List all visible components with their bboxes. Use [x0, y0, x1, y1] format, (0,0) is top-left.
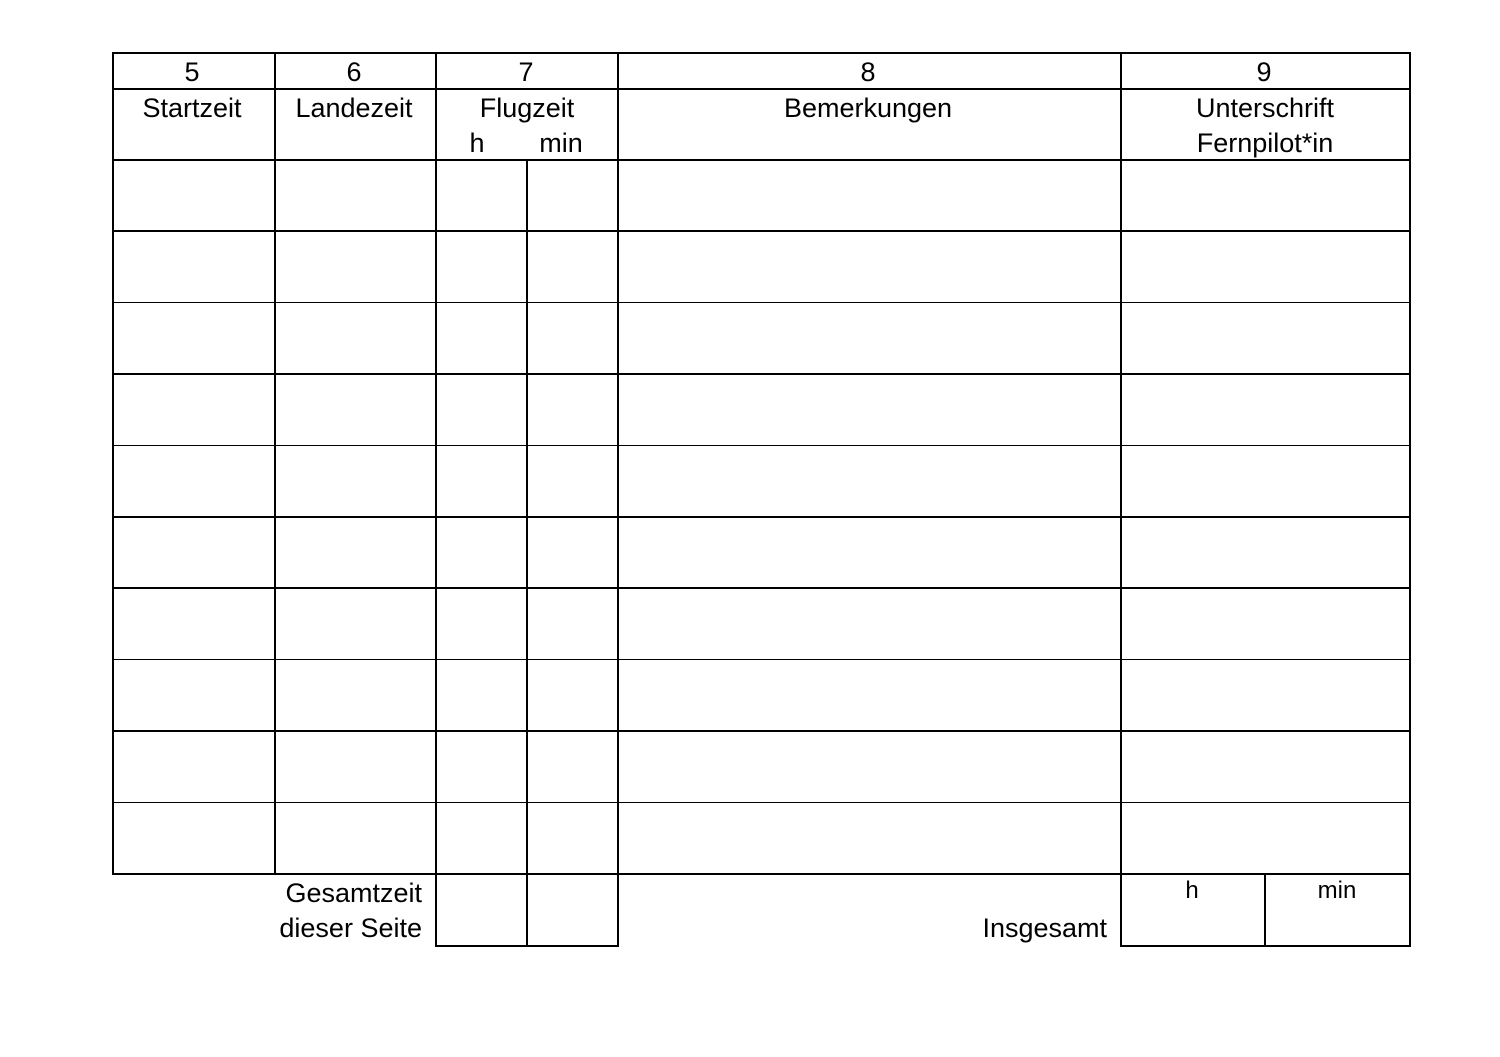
header-remarks: Bemerkungen	[783, 93, 953, 123]
flight-hours-cell[interactable]	[437, 518, 525, 586]
flight-hours-cell[interactable]	[437, 447, 525, 515]
remarks-cell[interactable]	[619, 518, 1119, 586]
start-time-cell[interactable]	[114, 447, 273, 515]
flight-hours-cell[interactable]	[437, 161, 525, 229]
column-number-5: 5	[184, 57, 200, 87]
page-total-hours-cell[interactable]	[437, 875, 525, 944]
landing-time-cell[interactable]	[276, 661, 434, 729]
flight-minutes-cell[interactable]	[528, 661, 616, 729]
page-total-box-bottom	[435, 945, 619, 947]
landing-time-cell[interactable]	[276, 161, 434, 229]
remarks-cell[interactable]	[619, 232, 1119, 300]
flight-hours-cell[interactable]	[437, 589, 525, 657]
start-time-cell[interactable]	[114, 375, 273, 443]
remarks-cell[interactable]	[619, 804, 1119, 872]
landing-time-cell[interactable]	[276, 232, 434, 300]
flight-minutes-cell[interactable]	[528, 304, 616, 372]
header-start-time: Startzeit	[142, 93, 242, 123]
landing-time-cell[interactable]	[276, 304, 434, 372]
start-time-cell[interactable]	[114, 304, 273, 372]
column-number-7: 7	[518, 57, 534, 87]
remarks-cell[interactable]	[619, 447, 1119, 515]
flight-minutes-cell[interactable]	[528, 732, 616, 800]
signature-cell[interactable]	[1122, 304, 1408, 372]
signature-cell[interactable]	[1122, 161, 1408, 229]
column-number-6: 6	[346, 57, 362, 87]
start-time-cell[interactable]	[114, 804, 273, 872]
grand-total-minutes-cell[interactable]	[1266, 875, 1408, 944]
remarks-cell[interactable]	[619, 661, 1119, 729]
remarks-cell[interactable]	[619, 304, 1119, 372]
signature-cell[interactable]	[1122, 732, 1408, 800]
header-flight-time-hours: h	[469, 128, 485, 158]
grand-total-hours-cell[interactable]	[1122, 875, 1263, 944]
page-total-label-line-2: dieser Seite	[279, 913, 422, 943]
flight-minutes-cell[interactable]	[528, 232, 616, 300]
table-top-border	[112, 52, 1411, 54]
grand-total-hours-label: h	[1185, 877, 1199, 904]
column-number-9: 9	[1256, 57, 1272, 87]
header-number-row-divider	[112, 88, 1411, 90]
landing-time-cell[interactable]	[276, 375, 434, 443]
flight-hours-cell[interactable]	[437, 804, 525, 872]
flight-minutes-cell[interactable]	[528, 589, 616, 657]
signature-cell[interactable]	[1122, 375, 1408, 443]
start-time-cell[interactable]	[114, 518, 273, 586]
landing-time-cell[interactable]	[276, 447, 434, 515]
signature-cell[interactable]	[1122, 447, 1408, 515]
header-signature-line-1: Unterschrift	[1195, 93, 1335, 123]
column-number-8: 8	[860, 57, 876, 87]
flight-minutes-cell[interactable]	[528, 804, 616, 872]
remarks-cell[interactable]	[619, 375, 1119, 443]
start-time-cell[interactable]	[114, 589, 273, 657]
grand-total-label: Insgesamt	[982, 913, 1107, 943]
landing-time-cell[interactable]	[276, 518, 434, 586]
header-landing-time: Landezeit	[295, 93, 413, 123]
landing-time-cell[interactable]	[276, 804, 434, 872]
start-time-cell[interactable]	[114, 161, 273, 229]
flight-minutes-cell[interactable]	[528, 375, 616, 443]
start-time-cell[interactable]	[114, 232, 273, 300]
flight-hours-cell[interactable]	[437, 661, 525, 729]
landing-time-cell[interactable]	[276, 732, 434, 800]
table-right-border	[1409, 52, 1411, 947]
signature-cell[interactable]	[1122, 661, 1408, 729]
page-total-minutes-cell[interactable]	[528, 875, 616, 944]
page-total-label-line-1: Gesamtzeit	[285, 878, 422, 908]
flight-minutes-cell[interactable]	[528, 447, 616, 515]
flight-hours-cell[interactable]	[437, 375, 525, 443]
remarks-cell[interactable]	[619, 161, 1119, 229]
remarks-cell[interactable]	[619, 589, 1119, 657]
start-time-cell[interactable]	[114, 661, 273, 729]
flight-hours-cell[interactable]	[437, 732, 525, 800]
signature-cell[interactable]	[1122, 232, 1408, 300]
flight-minutes-cell[interactable]	[528, 518, 616, 586]
header-flight-time: Flugzeit	[479, 93, 575, 123]
grand-total-minutes-label: min	[1317, 877, 1357, 904]
signature-cell[interactable]	[1122, 804, 1408, 872]
header-signature-line-2: Fernpilot*in	[1196, 128, 1334, 158]
remarks-cell[interactable]	[619, 732, 1119, 800]
header-flight-time-minutes: min	[539, 128, 583, 158]
start-time-cell[interactable]	[114, 732, 273, 800]
flight-hours-cell[interactable]	[437, 232, 525, 300]
signature-cell[interactable]	[1122, 589, 1408, 657]
flight-minutes-cell[interactable]	[528, 161, 616, 229]
flight-hours-cell[interactable]	[437, 304, 525, 372]
signature-cell[interactable]	[1122, 518, 1408, 586]
landing-time-cell[interactable]	[276, 589, 434, 657]
